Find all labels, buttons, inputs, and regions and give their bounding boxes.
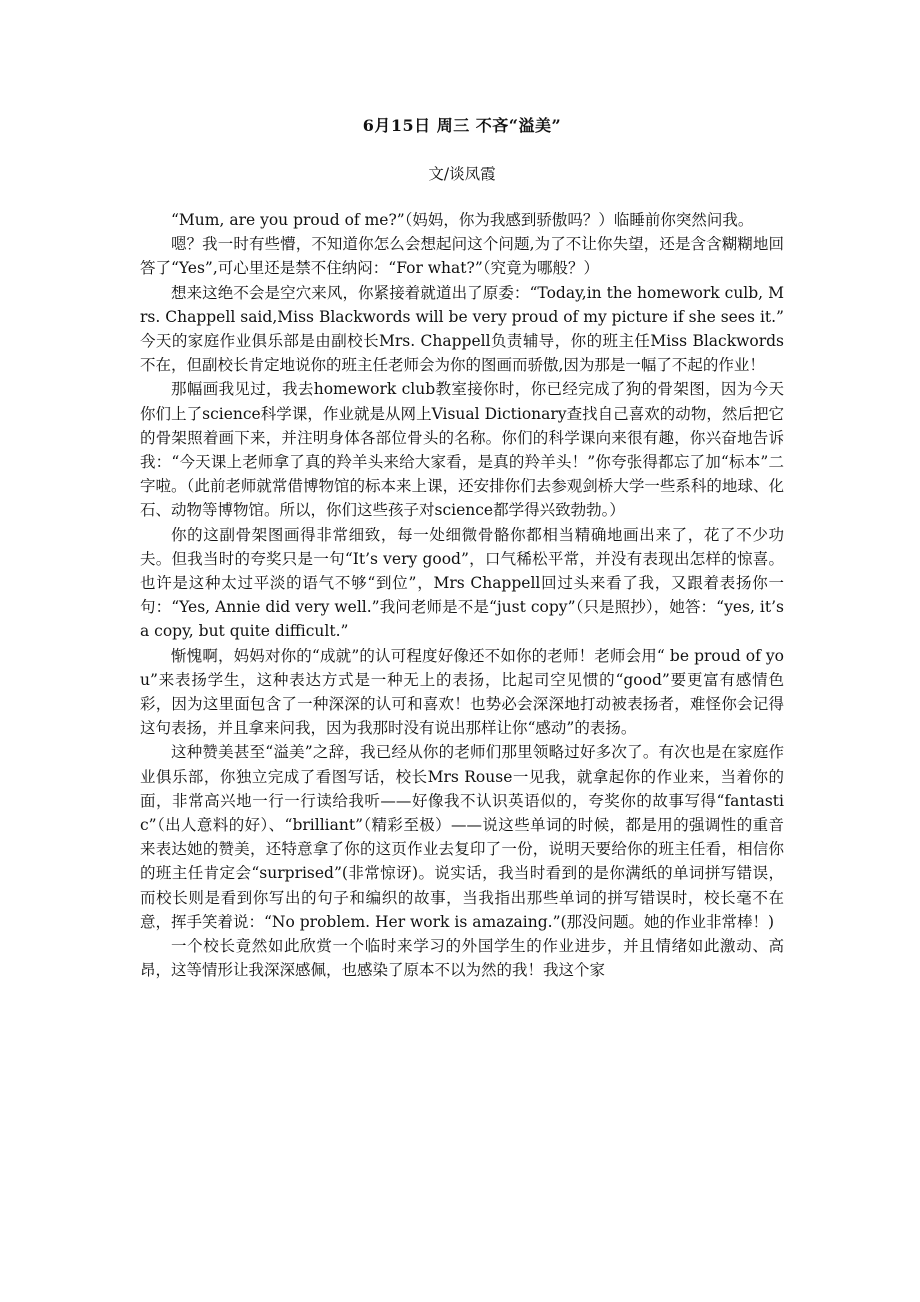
paragraph-5: 你的这副骨架图画得非常细致，每一处细微骨骼你都相当精确地画出来了，花了不少功夫。但我当时的夸奖只是一句“It’s very good”，口气稀松平常，并没有表现出怎样的惊喜。也许是这种太过平淡的语气不够“到位”，Mrs Chappell回过头来看了我，又跟着表扬你一句：“Yes, Annie did very well.”我问老师是不是“just copy”（只是照抄），她答：“yes, it’s a copy, but quite difficult.”: [140, 525, 784, 641]
author-byline: 文/谈凤霞: [428, 165, 496, 183]
paragraph-8: 一个校长竟然如此欣赏一个临时来学习的外国学生的作业进步，并且情绪如此激动、高昂，这等情形让我深深感佩，也感染了原本不以为然的我！我这个家: [140, 937, 784, 980]
paragraph-4: 那幅画我见过，我去homework club教室接你时，你已经完成了狗的骨架图，因为今天你们上了science科学课，作业就是从网上Visual Dictionary查找自己喜欢的动物，然后把它的骨架照着画下来，并注明身体各部位骨头的名称。你们的科学课向来很有趣，你兴奋地告诉我：“今天课上老师拿了真的羚羊头来给大家看，是真的羚羊头！”你夸张得都忘了加“标本”二字啦。（此前老师就常借博物馆的标本来上课，还安排你们去参观剑桥大学一些系科的地球、化石、动物等博物馆。所以，你们这些孩子对science都学得兴致勃勃。）: [140, 380, 784, 520]
page-title: 6月15日 周三 不吝“溢美”: [362, 116, 562, 135]
paragraph-6: 惭愧啊，妈妈对你的“成就”的认可程度好像还不如你的老师！老师会用“ be proud of you”来表扬学生，这种表达方式是一种无上的表扬，比起司空见惯的“good”要更富有感情色彩，因为这里面包含了一种深深的认可和喜欢！也势必会深深地打动被表扬者，难怪你会记得这句表扬，并且拿来问我，因为我那时没有说出那样让你“感动”的表扬。: [140, 646, 784, 738]
paragraph-1: “Mum, are you proud of me?”（妈妈，你为我感到骄傲吗？）临睡前你突然问我。: [171, 211, 754, 229]
paragraph-3: 想来这绝不会是空穴来风，你紧接着就道出了原委：“Today,in the homework culb, Mrs. Chappell said,Miss Blackwords will be very proud of my picture if she sees it.” 今天的家庭作业俱乐部是由副校长Mrs. Chappell负责辅导，你的班主任Miss Blackwords不在，但副校长肯定地说你的班主任老师会为你的图画而骄傲,因为那是一幅了不起的作业！: [140, 283, 784, 375]
paragraph-2: 嗯？我一时有些懵，不知道你怎么会想起问这个问题,为了不让你失望，还是含含糊糊地回答了“Yes”,可心里还是禁不住纳闷：“For what?”（究竟为哪般？）: [140, 235, 784, 278]
paragraph-7: 这种赞美甚至“溢美”之辞，我已经从你的老师们那里领略过好多次了。有次也是在家庭作业俱乐部，你独立完成了看图写话，校长Mrs Rouse一见我，就拿起你的作业来，当着你的面，非常高兴地一行一行读给我听——好像我不认识英语似的，夸奖你的故事写得“fantastic”（出人意料的好）、“brilliant”（精彩至极）——说这些单词的时候，都是用的强调性的重音来表达她的赞美，还特意拿了你的这页作业去复印了一份，说明天要给你的班主任看，相信你的班主任肯定会“surprised”(非常惊讶)。说实话，我当时看到的是你满纸的单词拼写错误，而校长则是看到你写出的句子和编织的故事，当我指出那些单词的拼写错误时，校长毫不在意，挥手笑着说：“No problem. Her work is amazaing.”(那没问题。她的作业非常棒！): [140, 743, 784, 931]
document-page: [140, 112, 784, 983]
